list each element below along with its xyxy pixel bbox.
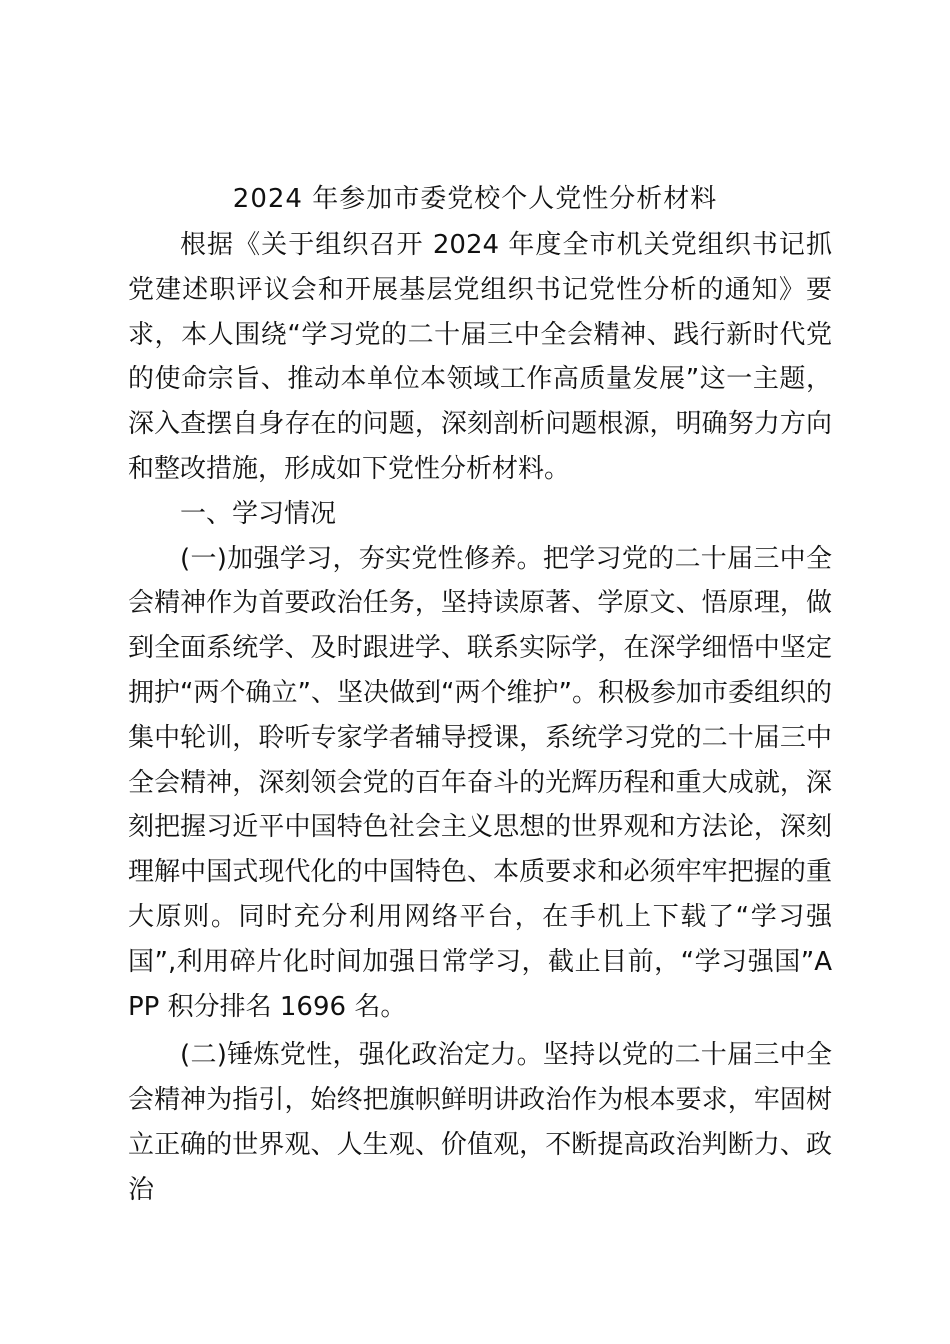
section-heading-study: 一、学习情况 bbox=[180, 498, 337, 529]
paragraph-strengthen-study: (一)加强学习，夯实党性修养。把学习党的二十届三中全会精神作为首要政治任务，坚持读原著、学原文、悟原理，做到全面系统学、及时跟进学、联系实际学，在深学细悟中坚定拥护“两个确立”、坚决做到“两个维护”。积极参加市委组织的集中轮训，聆听专家学者辅导授课，系统学习党的二十届三中全会精神，深刻领会党的百年奋斗的光辉历程和重大成就，深刻把握习近平中国特色社会主义思想的世界观和方法论，深刻理解中国式现代化的中国特色、本质要求和必须牢牢把握的重大原则。同时充分利用网络平台，在手机上下载了“学习强国”,利用碎片化时间加强日常学习，截止目前，“学习强国”APP 积分排名 1696 名。 bbox=[128, 543, 832, 1022]
paragraph-temper-party-spirit: (二)锤炼党性，强化政治定力。坚持以党的二十届三中全会精神为指引，始终把旗帜鲜明讲政治作为根本要求，牢固树立正确的世界观、人生观、价值观，不断提高政治判断力、政治 bbox=[128, 1040, 832, 1205]
document-body bbox=[128, 223, 832, 1213]
paragraph-intro: 根据《关于组织召开 2024 年度全市机关党组织书记抓党建述职评议会和开展基层党组织书记党性分析的通知》要求，本人围绕“学习党的二十届三中全会精神、践行新时代党的使命宗旨、推动本单位本领域工作高质量发展”这一主题，深入查摆自身存在的问题，深刻剖析问题根源，明确努力方向和整改措施，形成如下党性分析材料。 bbox=[128, 230, 832, 484]
document-title: 2024 年参加市委党校个人党性分析材料 bbox=[232, 184, 718, 214]
